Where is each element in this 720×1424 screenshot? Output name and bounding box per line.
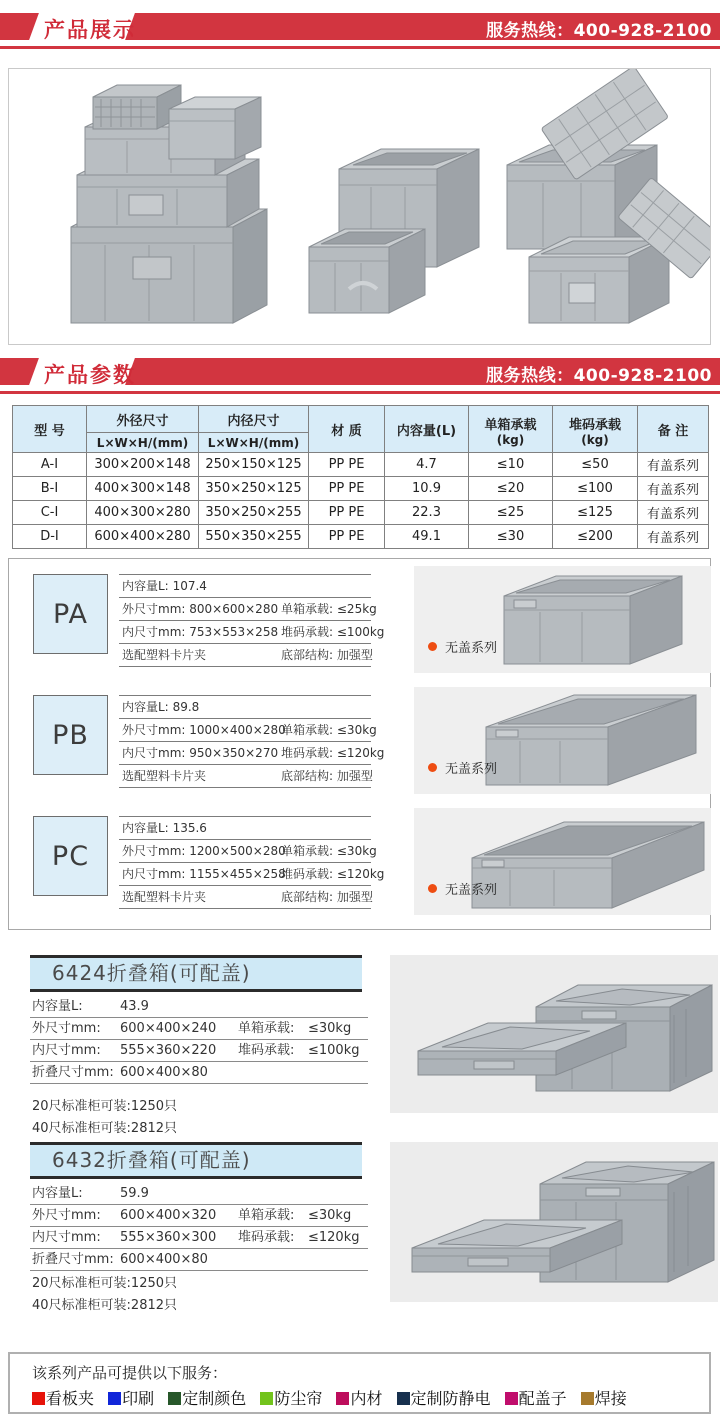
label-single: 单箱承载: <box>281 602 334 616</box>
tag-label: 无盖系列 <box>445 641 498 656</box>
cell-outer: 600×400×280 <box>87 525 199 549</box>
cell-capacity: 22.3 <box>385 501 469 525</box>
cell-capacity: 49.1 <box>385 525 469 549</box>
cell-inner: 350×250×125 <box>199 477 309 501</box>
cell-stack: ≤125 <box>553 501 638 525</box>
tag-label: 无盖系列 <box>445 883 498 898</box>
series-tag <box>428 758 497 777</box>
col-capacity: 内容量(L) <box>385 406 469 453</box>
service-item <box>581 1386 627 1409</box>
fold-6432-photo <box>390 1142 718 1302</box>
value-single: ≤25kg <box>336 602 377 616</box>
series-photo-panel <box>414 687 711 794</box>
tote-illustration <box>414 808 711 915</box>
label-stack: 堆码承载: <box>281 625 334 639</box>
label-bottom: 底部结构: 加强型 <box>281 890 373 904</box>
service-label: 配盖子 <box>518 1389 567 1408</box>
fold-6424-title: 6424折叠箱(可配盖) <box>30 955 362 992</box>
series-spec <box>119 816 385 909</box>
value-fold: 600×400×80 <box>120 1252 208 1267</box>
cell-single: ≤25 <box>469 501 553 525</box>
label-outer: 外尺寸mm: <box>122 602 186 616</box>
fold-6424-cabinet40: 40尺标准柜可装:2812只 <box>32 1121 178 1136</box>
service-item <box>260 1386 322 1409</box>
cell-stack: ≤100 <box>553 477 638 501</box>
service-color-swatch <box>260 1392 273 1405</box>
value-inner: 1155×455×258 <box>189 867 286 881</box>
cell-note: 有盖系列 <box>638 501 709 525</box>
label-clip: 选配塑料卡片夹 <box>122 769 207 783</box>
value-single: ≤30kg <box>336 844 377 858</box>
fold-6432-cabinet20: 20尺标准柜可装:1250只 <box>32 1276 178 1291</box>
cell-single: ≤10 <box>469 453 553 477</box>
service-hotline: 服务热线：400-928-2100 <box>486 21 712 41</box>
value-single: ≤30kg <box>308 1021 352 1036</box>
service-label: 焊接 <box>594 1389 627 1408</box>
cell-capacity: 10.9 <box>385 477 469 501</box>
service-item <box>108 1386 154 1409</box>
banner-underline <box>0 46 720 49</box>
table-row <box>13 477 709 501</box>
service-color-swatch <box>397 1392 410 1405</box>
label-stack: 堆码承载: <box>238 1230 295 1245</box>
table-row <box>13 453 709 477</box>
cell-note: 有盖系列 <box>638 453 709 477</box>
value-inner: 555×360×300 <box>120 1230 217 1245</box>
tag-dot-icon <box>428 642 437 651</box>
label-inner: 内尺寸mm: <box>32 1230 101 1245</box>
parameter-table <box>12 405 709 549</box>
service-label: 定制防静电 <box>410 1389 491 1408</box>
label-capacity: 内容量L: <box>32 1186 83 1201</box>
label-bottom: 底部结构: 加强型 <box>281 648 373 662</box>
label-inner: 内尺寸mm: <box>32 1043 101 1058</box>
label-capacity: 内容量L: <box>122 700 169 714</box>
cell-material: PP PE <box>309 477 385 501</box>
series-row-pa <box>9 566 710 673</box>
col-note: 备 注 <box>638 406 709 453</box>
label-outer: 外尺寸mm: <box>32 1021 101 1036</box>
label-clip: 选配塑料卡片夹 <box>122 648 207 662</box>
cell-inner: 250×150×125 <box>199 453 309 477</box>
cell-single: ≤20 <box>469 477 553 501</box>
service-item <box>505 1386 567 1409</box>
tag-dot-icon <box>428 763 437 772</box>
cell-note: 有盖系列 <box>638 525 709 549</box>
fold-6424-photo <box>390 955 718 1113</box>
series-tag <box>428 637 497 656</box>
fold-6432-spec <box>30 1183 368 1271</box>
fold-6432-title: 6432折叠箱(可配盖) <box>30 1142 362 1179</box>
label-outer: 外尺寸mm: <box>122 723 186 737</box>
service-item <box>336 1386 382 1409</box>
service-color-swatch <box>32 1392 45 1405</box>
value-capacity: 59.9 <box>120 1186 149 1201</box>
col-model: 型 号 <box>13 406 87 453</box>
cell-outer: 400×300×280 <box>87 501 199 525</box>
label-stack: 堆码承载: <box>238 1043 295 1058</box>
label-inner: 内尺寸mm: <box>122 625 186 639</box>
label-clip: 选配塑料卡片夹 <box>122 890 207 904</box>
service-label: 看板夹 <box>46 1389 95 1408</box>
col-inner-size: 内径尺寸 L×W×H/(mm) <box>199 406 309 453</box>
label-capacity: 内容量L: <box>122 821 169 835</box>
value-inner: 753×553×258 <box>189 625 279 639</box>
services-list <box>32 1386 636 1409</box>
services-title: 该系列产品可提供以下服务： <box>32 1364 228 1382</box>
value-inner: 950×350×270 <box>189 746 279 760</box>
label-single: 单箱承载: <box>281 723 334 737</box>
tag-dot-icon <box>428 884 437 893</box>
label-fold: 折叠尺寸mm: <box>32 1065 114 1080</box>
value-capacity: 135.6 <box>172 821 207 835</box>
tote-illustration <box>414 566 711 673</box>
label-single: 单箱承载: <box>238 1021 295 1036</box>
label-inner: 内尺寸mm: <box>122 867 186 881</box>
folding-crate-illustration <box>390 1142 718 1302</box>
value-stack: ≤120kg <box>336 867 385 881</box>
fold-6432-cabinet40: 40尺标准柜可装:2812只 <box>32 1298 178 1313</box>
label-capacity: 内容量L: <box>122 579 169 593</box>
label-capacity: 内容量L: <box>32 999 83 1014</box>
service-item <box>32 1386 94 1409</box>
service-label: 定制颜色 <box>182 1389 247 1408</box>
cell-stack: ≤200 <box>553 525 638 549</box>
service-item <box>397 1386 491 1409</box>
value-outer: 600×400×240 <box>120 1021 217 1036</box>
series-code: PB <box>33 695 108 775</box>
cell-model: D-I <box>13 525 87 549</box>
cell-model: B-I <box>13 477 87 501</box>
col-stack-load: 堆码承载 (kg) <box>553 406 638 453</box>
service-color-swatch <box>336 1392 349 1405</box>
cell-single: ≤30 <box>469 525 553 549</box>
series-pa-pb-pc <box>8 558 711 930</box>
services-box <box>8 1352 711 1414</box>
banner-title: 产品参数 <box>44 363 136 387</box>
value-outer: 600×400×320 <box>120 1208 217 1223</box>
service-color-swatch <box>581 1392 594 1405</box>
value-stack: ≤100kg <box>308 1043 360 1058</box>
value-capacity: 107.4 <box>172 579 207 593</box>
table-row <box>13 525 709 549</box>
service-color-swatch <box>505 1392 518 1405</box>
cell-material: PP PE <box>309 525 385 549</box>
tote-illustration <box>414 687 711 794</box>
col-outer-size: 外径尺寸 L×W×H/(mm) <box>87 406 199 453</box>
value-stack: ≤120kg <box>336 746 385 760</box>
series-spec <box>119 574 385 667</box>
value-inner: 555×360×220 <box>120 1043 217 1058</box>
value-capacity: 43.9 <box>120 999 149 1014</box>
series-code: PC <box>33 816 108 896</box>
label-bottom: 底部结构: 加强型 <box>281 769 373 783</box>
cell-outer: 300×200×148 <box>87 453 199 477</box>
cell-material: PP PE <box>309 501 385 525</box>
service-label: 内材 <box>350 1389 383 1408</box>
service-color-swatch <box>108 1392 121 1405</box>
value-fold: 600×400×80 <box>120 1065 208 1080</box>
banner-product-showcase <box>0 0 720 50</box>
value-outer: 1200×500×280 <box>189 844 286 858</box>
value-single: ≤30kg <box>336 723 377 737</box>
value-single: ≤30kg <box>308 1208 352 1223</box>
label-single: 单箱承载: <box>281 844 334 858</box>
value-stack: ≤120kg <box>308 1230 360 1245</box>
banner-underline <box>0 391 720 394</box>
tag-label: 无盖系列 <box>445 762 498 777</box>
col-single-load: 单箱承载 (kg) <box>469 406 553 453</box>
label-stack: 堆码承载: <box>281 867 334 881</box>
cell-capacity: 4.7 <box>385 453 469 477</box>
cell-outer: 400×300×148 <box>87 477 199 501</box>
cell-note: 有盖系列 <box>638 477 709 501</box>
series-row-pb <box>9 687 710 794</box>
banner-title: 产品展示 <box>44 18 136 42</box>
series-photo-panel <box>414 566 711 673</box>
series-photo-panel <box>414 808 711 915</box>
crates-illustration <box>9 69 710 344</box>
fold-6424-cabinet20: 20尺标准柜可装:1250只 <box>32 1099 178 1114</box>
cell-stack: ≤50 <box>553 453 638 477</box>
product-photo <box>8 68 711 345</box>
service-color-swatch <box>168 1392 181 1405</box>
cell-model: C-I <box>13 501 87 525</box>
value-stack: ≤100kg <box>336 625 385 639</box>
folding-crate-illustration <box>390 955 718 1113</box>
table-row <box>13 501 709 525</box>
cell-model: A-I <box>13 453 87 477</box>
service-item <box>168 1386 246 1409</box>
banner-product-params <box>0 345 720 395</box>
value-outer: 800×600×280 <box>189 602 279 616</box>
label-outer: 外尺寸mm: <box>32 1208 101 1223</box>
cell-material: PP PE <box>309 453 385 477</box>
service-label: 防尘帘 <box>274 1389 323 1408</box>
value-outer: 1000×400×280 <box>189 723 286 737</box>
label-fold: 折叠尺寸mm: <box>32 1252 114 1267</box>
col-material: 材 质 <box>309 406 385 453</box>
fold-6424-spec <box>30 996 368 1084</box>
series-spec <box>119 695 385 788</box>
series-code: PA <box>33 574 108 654</box>
label-inner: 内尺寸mm: <box>122 746 186 760</box>
table-header-row <box>13 406 709 453</box>
cell-inner: 550×350×255 <box>199 525 309 549</box>
service-hotline: 服务热线：400-928-2100 <box>486 366 712 386</box>
label-outer: 外尺寸mm: <box>122 844 186 858</box>
series-tag <box>428 879 497 898</box>
value-capacity: 89.8 <box>172 700 200 714</box>
series-row-pc <box>9 808 710 915</box>
cell-inner: 350×250×255 <box>199 501 309 525</box>
service-label: 印刷 <box>122 1389 155 1408</box>
label-single: 单箱承载: <box>238 1208 295 1223</box>
label-stack: 堆码承载: <box>281 746 334 760</box>
